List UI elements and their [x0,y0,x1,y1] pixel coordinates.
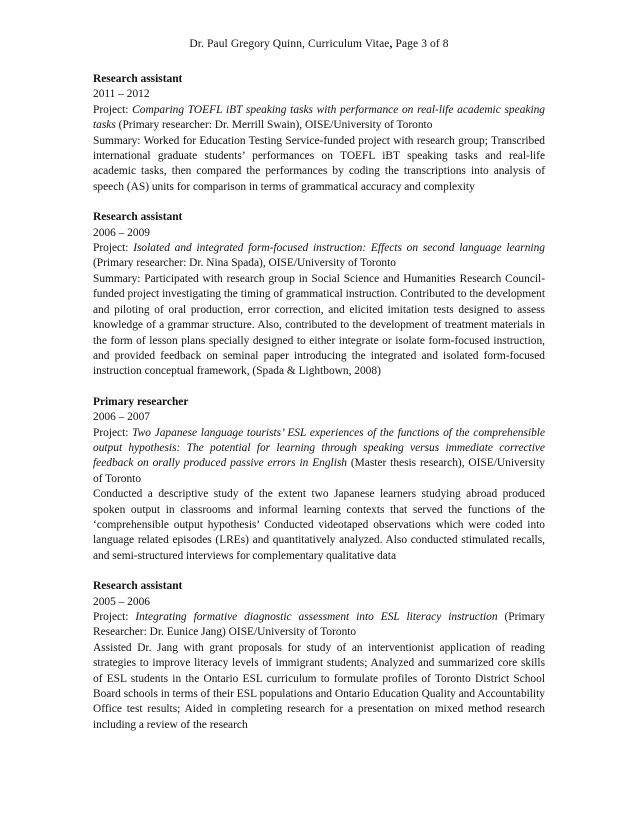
entry-summary: Summary: Participated with research group in Social Science and Humanities Research Council-funded project investigating the timing of grammatical instruction. Contributed to the development and piloting of oral production, error correction, and elicited imitation tests designed to assess knowledge of a grammar structure. Also, contributed to the development of treatment materials in the form of lesson plans specially designed to either integrate or isolate form-focused instruction, and provided feedback on seminal paper introducing the integrated and isolated form-focused instruction conceptual framework, (Spada & Lightbown, 2008) [93,272,545,378]
project-label: Project: [93,611,136,623]
project-details: (Master thesis research), OISE/University of Toronto [93,457,545,485]
entry-dates: 2006 – 2007 [93,411,150,424]
entry-project [93,426,545,488]
entry-project [93,103,545,134]
entry-primary-researcher-2006 [93,395,545,564]
project-title: Integrating formative diagnostic assessment into ESL literacy instruction [135,611,498,623]
project-label: Project: [93,242,134,255]
entry-project [93,610,545,641]
header-name: Dr. Paul Gregory Quinn, Curriculum Vitae [189,38,390,50]
entry-role: Research assistant [93,211,183,224]
header-page-number: Page 3 of 8 [392,38,449,50]
document-body [93,72,545,748]
entry-dates: 2005 – 2006 [93,595,150,608]
entry-role: Research assistant [93,580,183,593]
project-title: Two Japanese language tourists’ ESL experiences of the functions of the comprehensible output hypothesis: The potential for learning through speaking versus immediate corrective feedback on orally produced passive errors in English [93,426,545,470]
entry-role: Research assistant [93,73,183,85]
project-label: Project: [93,103,133,116]
project-title: Isolated and integrated form-focused instruction: Effects on second language learning [133,242,545,255]
entry-summary: Assisted Dr. Jang with grant proposals for study of an interventionist application of reading strategies to improve literacy levels of immigrant students; Analyzed and summarized core skills of ESL students in the Ontario ESL curriculum to formulate profiles of Toronto District School Board schools in terms of their ESL populations and Ontario Education Quality and Accountability Office test results; Aided in completing research for a presentation on mixed method research including a review of the research [93,641,545,731]
entry-summary: Summary: Worked for Education Testing Service-funded project with research group; Transcribed international graduate students’ performances on TOEFL iBT speaking tasks and real-life academic tasks, then compared the performances by coding the transcriptions into analysis of speech (AS) units for comparison in terms of grammatical accuracy and complexity [93,134,545,193]
project-label: Project: [93,426,133,439]
header-separator: , [389,38,393,50]
entry-research-assistant-2011 [93,72,545,195]
entry-research-assistant-2006 [93,210,545,379]
entry-dates: 2006 – 2009 [93,226,150,239]
entry-project [93,241,545,272]
entry-summary: Conducted a descriptive study of the extent two Japanese learners studying abroad produced spoken output in classrooms and informal learning contexts that served the functions of the ‘comprehensible output hypothesis’ Conducted videotaped observations which were coded into language related episodes (LREs) and quantitatively analyzed. Also conducted stimulated recalls, and semi-structured interviews for complementary qualitative data [93,488,545,562]
project-details: (Primary Researcher: Dr. Eunice Jang) OISE/University of Toronto [93,611,546,639]
project-details: (Primary researcher: Dr. Nina Spada), OISE/University of Toronto [93,257,396,270]
project-title: Comparing TOEFL iBT speaking tasks with performance on real-life academic speaking tasks [93,103,545,132]
entry-role: Primary researcher [93,395,189,408]
entry-dates: 2011 – 2012 [93,88,150,101]
entry-research-assistant-2005 [93,579,545,733]
project-details: (Primary researcher: Dr. Merrill Swain), OISE/University of Toronto [115,119,433,132]
page-header [0,38,638,50]
